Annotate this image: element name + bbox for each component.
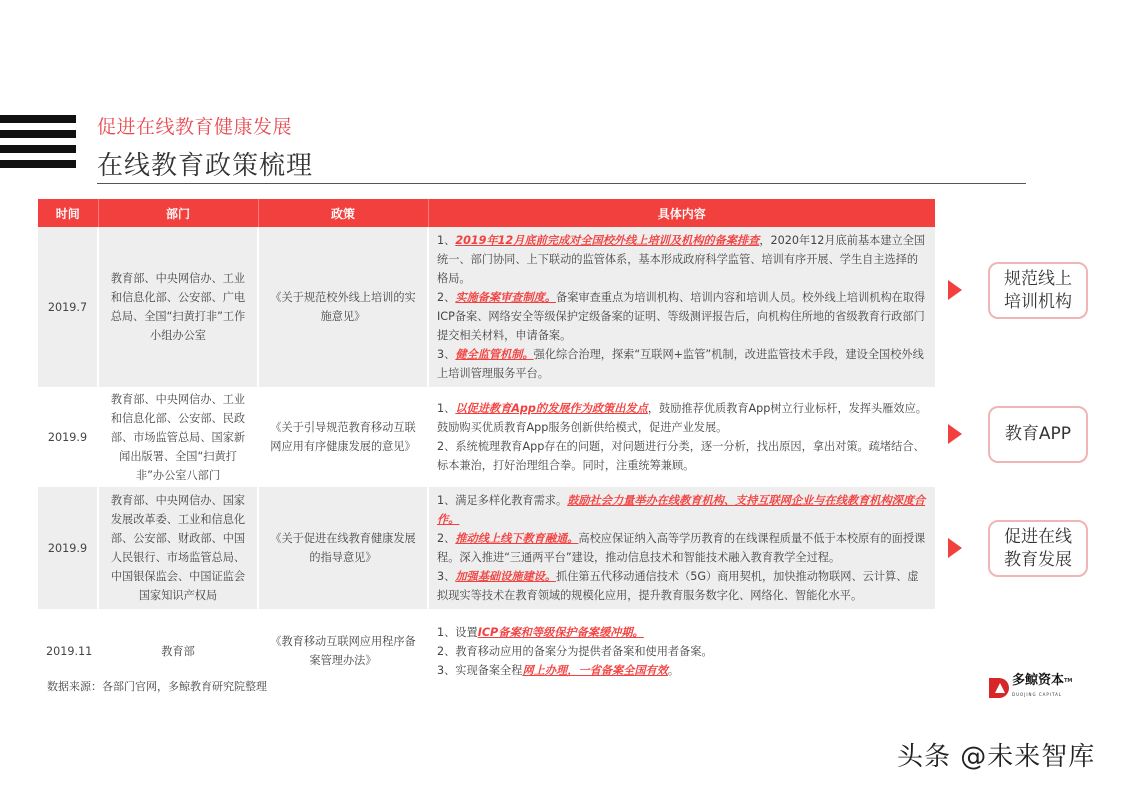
highlight-text: 加强基础设施建设。: [455, 570, 557, 583]
column-header-content: 具体内容: [428, 199, 935, 227]
highlight-text: 实施备案审查制度。: [455, 291, 557, 304]
page-title: 在线教育政策梳理: [97, 151, 314, 181]
cell-department: 教育部、中央网信办、工业和信息化部、公安部、广电总局、全国“扫黄打非”工作小组办公室: [98, 227, 258, 388]
table-row: [38, 227, 935, 388]
triangle-right-icon: [948, 280, 962, 300]
logo-mark-icon: [989, 678, 1009, 698]
column-header-department: 部门: [98, 199, 258, 227]
table-row: [38, 486, 935, 610]
table-row: [38, 388, 935, 486]
highlight-text: 以促进教育App的发展作为政策出发点: [455, 402, 648, 415]
triangle-right-icon: [948, 424, 962, 444]
content-item: 2、系统梳理教育App存在的问题，对问题进行分类，逐一分析，找出原因，拿出对策。疏堵结合、标本兼治，打好治理组合拳。同时，注重统筹兼顾。: [437, 440, 925, 472]
column-header-policy: 政策: [258, 199, 428, 227]
policy-table: [38, 199, 935, 693]
title-divider: [97, 183, 1026, 184]
cell-time: 2019.11: [38, 610, 98, 692]
cell-time: 2019.9: [38, 388, 98, 486]
highlight-text: 鼓励社会力量举办在线教育机构、支持互联网企业与在线教育机构深度合作。: [437, 494, 926, 526]
logo-subtitle: DUOJING CAPITAL: [1012, 692, 1063, 697]
cell-policy: 《关于促进在线教育健康发展的指导意见》: [258, 486, 428, 610]
cell-policy: 《关于引导规范教育移动互联网应用有序健康发展的意见》: [258, 388, 428, 486]
cell-content: [428, 388, 935, 486]
company-logo: [989, 674, 1072, 702]
highlight-text: 健全监管机制。: [455, 348, 534, 361]
cell-content: [428, 610, 935, 692]
content-item: 2、推动线上线下教育融通。高校应保证纳入高等学历教育的在线课程质量不低于本校原有的面授课程。深入推进“三通两平台”建设，推动信息技术和智能技术融入教育教学全过程。: [437, 532, 926, 564]
data-source-note: 数据来源：各部门官网，多鲸教育研究院整理: [47, 680, 267, 693]
cell-content: [428, 486, 935, 610]
content-item: 2、实施备案审查制度。备案审查重点为培训机构、培训内容和培训人员。校外线上培训机构在取得ICP备案、网络安全等级保护定级备案的证明、等级测评报告后，向机构住所地的省级教育行政部门提交相关材料，申请备案。: [437, 291, 926, 342]
cell-department: 教育部、中央网信办、国家发展改革委、工业和信息化部、公安部、财政部、中国人民银行、市场监管总局、中国银保监会、中国证监会国家知识产权局: [98, 486, 258, 610]
table-header-row: [38, 199, 935, 227]
content-item: 3、加强基础设施建设。抓住第五代移动通信技术（5G）商用契机，加快推动物联网、云计算、虚拟现实等技术在教育领域的规模化应用，提升教育服务数字化、网络化、智能化水平。: [437, 570, 919, 602]
content-item: 2、教育移动应用的备案分为提供者备案和使用者备案。: [437, 644, 713, 658]
cell-time: 2019.9: [38, 486, 98, 610]
cell-department: 教育部、中央网信办、工业和信息化部、公安部、民政部、市场监管总局、国家新闻出版署、全国“扫黄打非”办公室八部门: [98, 388, 258, 486]
watermark: 头条 @未来智库: [897, 742, 1096, 772]
content-item: 3、实现备案全程网上办理，一省备案全国有效。: [437, 663, 680, 677]
content-item: 1、设置ICP备案和等级保护备案缓冲期。: [437, 625, 644, 639]
highlight-text: ICP备案和等级保护备案缓冲期。: [477, 625, 644, 639]
content-item: 1、满足多样化教育需求。鼓励社会力量举办在线教育机构、支持互联网企业与在线教育机构深度合作。: [437, 494, 926, 526]
side-tag-training-institutions: 规范线上 培训机构: [988, 262, 1088, 319]
highlight-text: 网上办理，一省备案全国有效: [522, 663, 668, 677]
content-item: 1、以促进教育App的发展作为政策出发点，鼓励推荐优质教育App树立行业标杆，发挥头雁效应。鼓励购买优质教育App服务创新供给模式，促进产业发展。: [437, 402, 927, 434]
cell-policy: 《关于规范校外线上培训的实施意见》: [258, 227, 428, 388]
logo-name: 多鲸资本: [1012, 673, 1065, 688]
menu-stripes-decoration: [0, 115, 76, 175]
cell-content: [428, 227, 935, 388]
page-subtitle: 促进在线教育健康发展: [97, 116, 293, 138]
highlight-text: 2019年12月底前完成对全国校外线上培训及机构的备案排查: [455, 234, 760, 247]
triangle-right-icon: [948, 538, 962, 558]
cell-policy: 《教育移动互联网应用程序备案管理办法》: [258, 610, 428, 692]
cell-department: 教育部: [98, 610, 258, 692]
content-item: 3、健全监管机制。强化综合治理，探索“互联网+监管”机制，改进监管技术手段，建设全国校外线上培训管理服务平台。: [437, 348, 924, 380]
column-header-time: 时间: [38, 199, 98, 227]
trademark-label: TM: [1064, 678, 1073, 684]
side-tag-education-app: 教育APP: [988, 406, 1088, 463]
highlight-text: 推动线上线下教育融通。: [455, 532, 579, 545]
content-item: 1、2019年12月底前完成对全国校外线上培训及机构的备案排查，2020年12月底前基本建立全国统一、部门协同、上下联动的监管体系，基本形成政府科学监管、培训有序开展、学生自主选择的格局。: [437, 234, 926, 285]
cell-time: 2019.7: [38, 227, 98, 388]
side-tag-promote-online-education: 促进在线 教育发展: [988, 520, 1088, 577]
